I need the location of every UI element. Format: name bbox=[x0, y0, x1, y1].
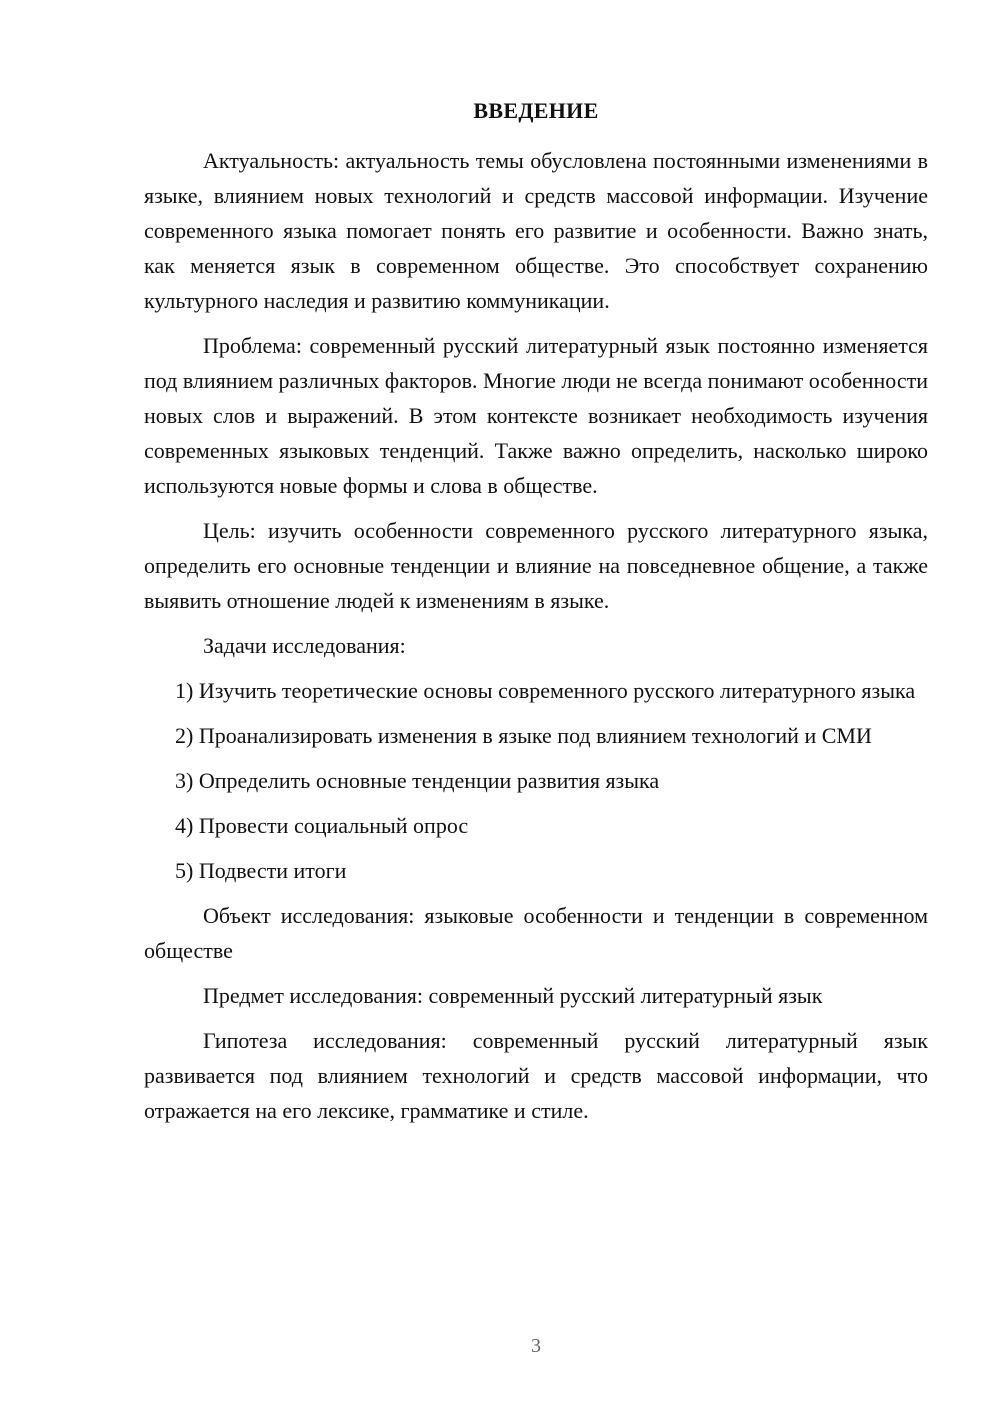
tasks-heading: Задачи исследования: bbox=[203, 633, 406, 658]
paragraph-hypothesis: Гипотеза исследования: современный русский литературный язык развивается под влиянием технологий и средств массовой информации, что отражается на его лексике, грамматике и стиле. bbox=[144, 1028, 928, 1123]
paragraph-subject: Предмет исследования: современный русский литературный язык bbox=[203, 983, 823, 1008]
paragraph-relevance: Актуальность: актуальность темы обусловлена постоянными изменениями в языке, влиянием новых технологий и средств массовой информации. Изучение современного языка помогает понять его развитие и особенности. Важно знать, как меняется язык в современном обществе. Это способствует сохранению культурного наследия и развитию коммуникации. bbox=[144, 148, 928, 313]
list-item: 3) Определить основные тенденции развития языка bbox=[175, 768, 660, 793]
paragraph-problem: Проблема: современный русский литературный язык постоянно изменяется под влиянием различных факторов. Многие люди не всегда понимают особенности новых слов и выражений. В этом контексте возникает необходимость изучения современных языковых тенденций. Также важно определить, насколько широко используются новые формы и слова в обществе. bbox=[144, 333, 928, 498]
list-item: 4) Провести социальный опрос bbox=[175, 813, 469, 838]
paragraph-goal: Цель: изучить особенности современного русского литературного языка, определить его основные тенденции и влияние на повседневное общение, а также выявить отношение людей к изменениям в языке. bbox=[144, 518, 928, 613]
paragraph-object: Объект исследования: языковые особенности и тенденции в современном обществе bbox=[144, 903, 928, 963]
page-number: 3 bbox=[531, 1335, 541, 1357]
page-title: ВВЕДЕНИЕ bbox=[473, 98, 599, 123]
document-body bbox=[144, 143, 928, 1128]
list-item: 1) Изучить теоретические основы современного русского литературного языка bbox=[175, 678, 916, 703]
list-item: 2) Проанализировать изменения в языке под влиянием технологий и СМИ bbox=[175, 723, 872, 748]
list-item: 5) Подвести итоги bbox=[175, 858, 347, 883]
